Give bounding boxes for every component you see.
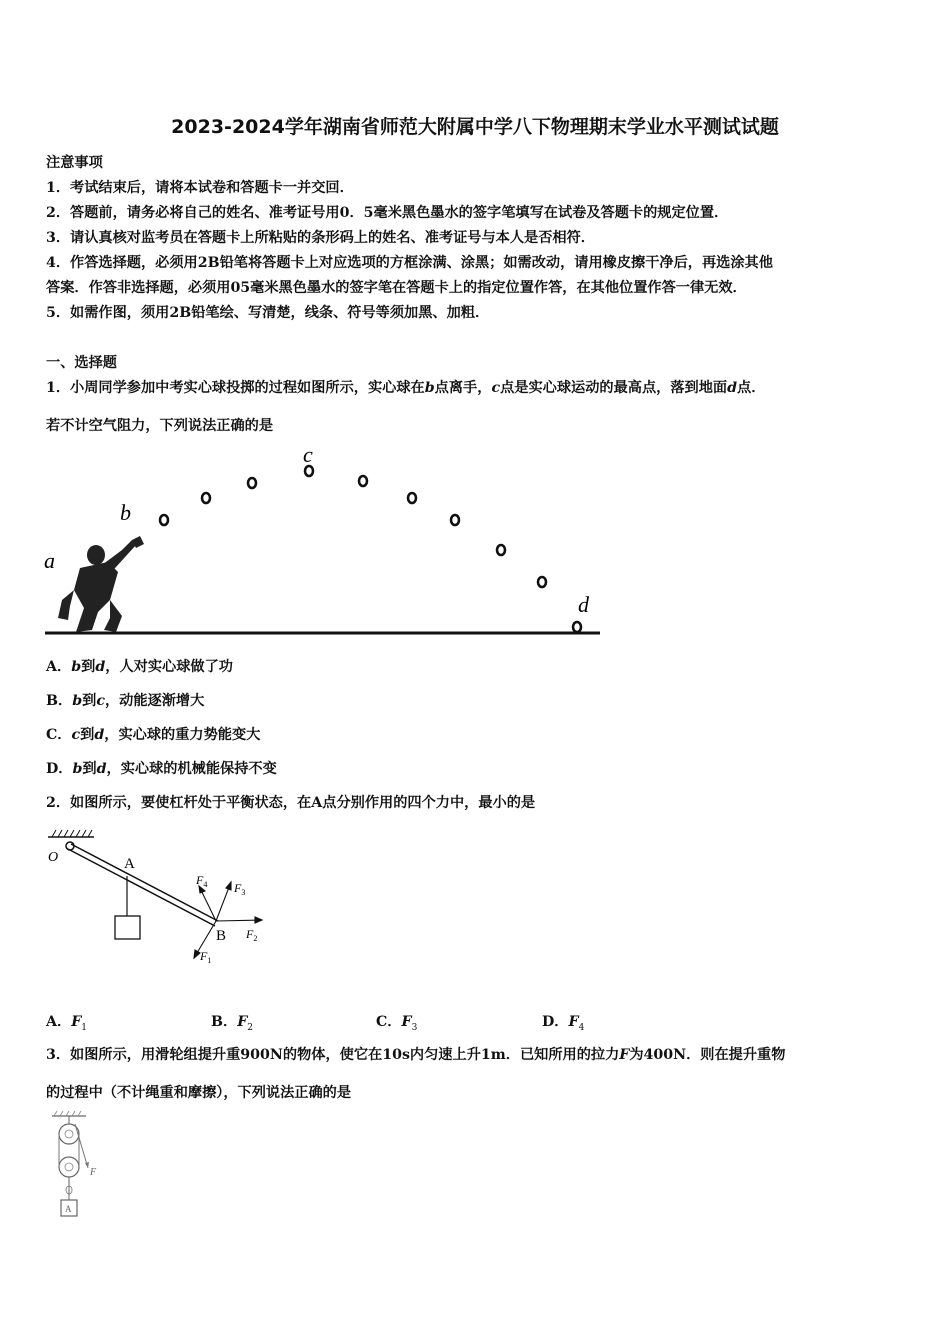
option-var: F [237,1014,248,1030]
notice-item: 1．考试结束后，请将本试卷和答题卡一并交回． [46,180,354,196]
label-f: F [90,1167,97,1178]
ball [408,493,416,503]
ball [573,622,581,632]
option-var: d [95,659,106,675]
notice-item: 5．如需作图，须用2B铅笔绘、写清楚，线条、符号等须加黑、加粗． [46,305,490,321]
option-sub: 3 [411,1022,418,1033]
option-sub: 4 [578,1022,585,1033]
pulley-figure [44,1110,114,1225]
ball [359,476,367,486]
option-var: F [568,1014,579,1030]
option-letter: A． [46,659,72,675]
q1-var-c: c [491,380,501,396]
q1-option-d[interactable] [46,758,277,778]
q3-text: 3．如图所示，用滑轮组提升重900N的物体，使它在10s内匀速上升1m．已知所用的拉力 [46,1047,620,1063]
q2-option-d[interactable] [542,1011,584,1033]
q1-var-d: d [727,380,738,396]
label-a: A [65,1204,72,1214]
option-letter: C． [46,727,72,743]
notice-heading: 注意事项 [46,155,103,171]
q2-option-c[interactable] [376,1011,417,1033]
option-letter: D． [46,761,73,777]
ball [497,545,505,555]
option-text: ，实心球的重力势能变大 [104,727,261,743]
ball [248,478,256,488]
notice-item: 4．作答选择题，必须用2B铅笔将答题卡上对应选项的方框涂满、涂黑；如需改动，请用橡皮擦干净后，再选涂其他 [46,255,773,271]
q1-text: 点离手， [434,380,492,396]
option-letter: B． [211,1014,238,1030]
option-var: b [71,659,82,675]
ball [202,493,210,503]
svg-text:F1 [199,949,211,965]
ball [305,466,313,476]
notice-item: 3．请认真核对监考员在答题卡上所粘贴的条形码上的姓名、准考证号与本人是否相符． [46,230,595,246]
svg-text:F4 [195,873,207,889]
q1-option-c[interactable] [46,724,260,744]
shot-put-figure [40,440,610,640]
label-d: d [578,592,589,617]
option-var: c [96,693,105,709]
svg-text:F2 [245,927,257,943]
option-var: b [72,693,83,709]
q1-var-b: b [424,380,435,396]
option-sub: 2 [247,1022,253,1033]
hanging-block [115,916,140,939]
q2-option-a[interactable] [46,1011,87,1033]
ball [451,515,459,525]
label-f3-sub: 3 [241,888,246,897]
svg-text:F3 [233,881,245,897]
option-text: 到 [81,659,96,675]
label-f2: F [246,927,254,941]
option-var: b [72,761,83,777]
label-o: O [48,850,59,865]
q2-stem: 2．如图所示，要使杠杆处于平衡状态，在A点分别作用的四个力中，最小的是 [46,795,536,811]
label-f4: F [196,873,204,887]
q1-text: 点是实心球运动的最高点，落到地面 [500,380,728,396]
q1-text: 1．小周同学参加中考实心球投掷的过程如图所示，实心球在 [46,380,425,396]
option-var: F [71,1014,82,1030]
option-sub: 1 [81,1022,88,1033]
q1-option-b[interactable] [46,690,204,710]
lever-figure [44,826,274,971]
q3-stem-line1 [46,1044,785,1064]
page-title: 2023-2024学年湖南省师范大附属中学八下物理期末学业水平测试试题 [171,116,779,138]
ball-trajectory [160,466,581,632]
q1-stem-line2: 若不计空气阻力，下列说法正确的是 [46,418,274,434]
notice-item: 2．答题前，请务必将自己的姓名、准考证号用0．5毫米黑色墨水的签字笔填写在试卷及答题卡的规定位置． [46,205,729,221]
option-letter: B． [46,693,73,709]
q1-text: 点． [737,380,766,396]
label-f1-sub: 1 [207,956,212,965]
notice-item: 答案．作答非选择题，必须用05毫米黑色墨水的签字笔在答题卡上的指定位置作答，在其他位置作答一律无效． [46,280,747,296]
ball [160,515,168,525]
section-heading: 一、选择题 [46,355,117,371]
q3-text: 为400N．则在提升重物 [629,1047,786,1063]
option-text: 到 [82,693,97,709]
option-text: ，实心球的机械能保持不变 [106,761,277,777]
option-text: ，人对实心球做了功 [105,659,233,675]
label-f4-sub: 4 [203,880,208,889]
label-b: b [120,500,131,525]
option-var: d [96,761,107,777]
label-f3: F [234,881,242,895]
option-var: F [401,1014,412,1030]
option-text: 到 [80,727,95,743]
movable-pulley [59,1157,79,1177]
label-a: A [124,856,135,872]
q1-option-a[interactable] [46,656,233,676]
q3-var-f: F [619,1047,630,1063]
athlete-figure [58,536,144,632]
option-text: 到 [82,761,97,777]
label-f2-sub: 2 [253,934,258,943]
q1-stem-line1 [46,377,765,397]
option-text: ，动能逐渐增大 [104,693,205,709]
q3-stem-line2: 的过程中（不计绳重和摩擦），下列说法正确的是 [46,1085,352,1101]
pivot-o [66,842,74,850]
label-a: a [44,548,55,573]
ball [538,577,546,587]
label-f1: F [200,949,208,963]
option-letter: A． [46,1014,72,1030]
label-c: c [303,442,313,467]
option-var: d [94,727,105,743]
option-var: c [71,727,81,743]
option-letter: D． [542,1014,569,1030]
q2-option-b[interactable] [211,1011,253,1033]
label-b: B [216,928,227,944]
option-letter: C． [376,1014,402,1030]
